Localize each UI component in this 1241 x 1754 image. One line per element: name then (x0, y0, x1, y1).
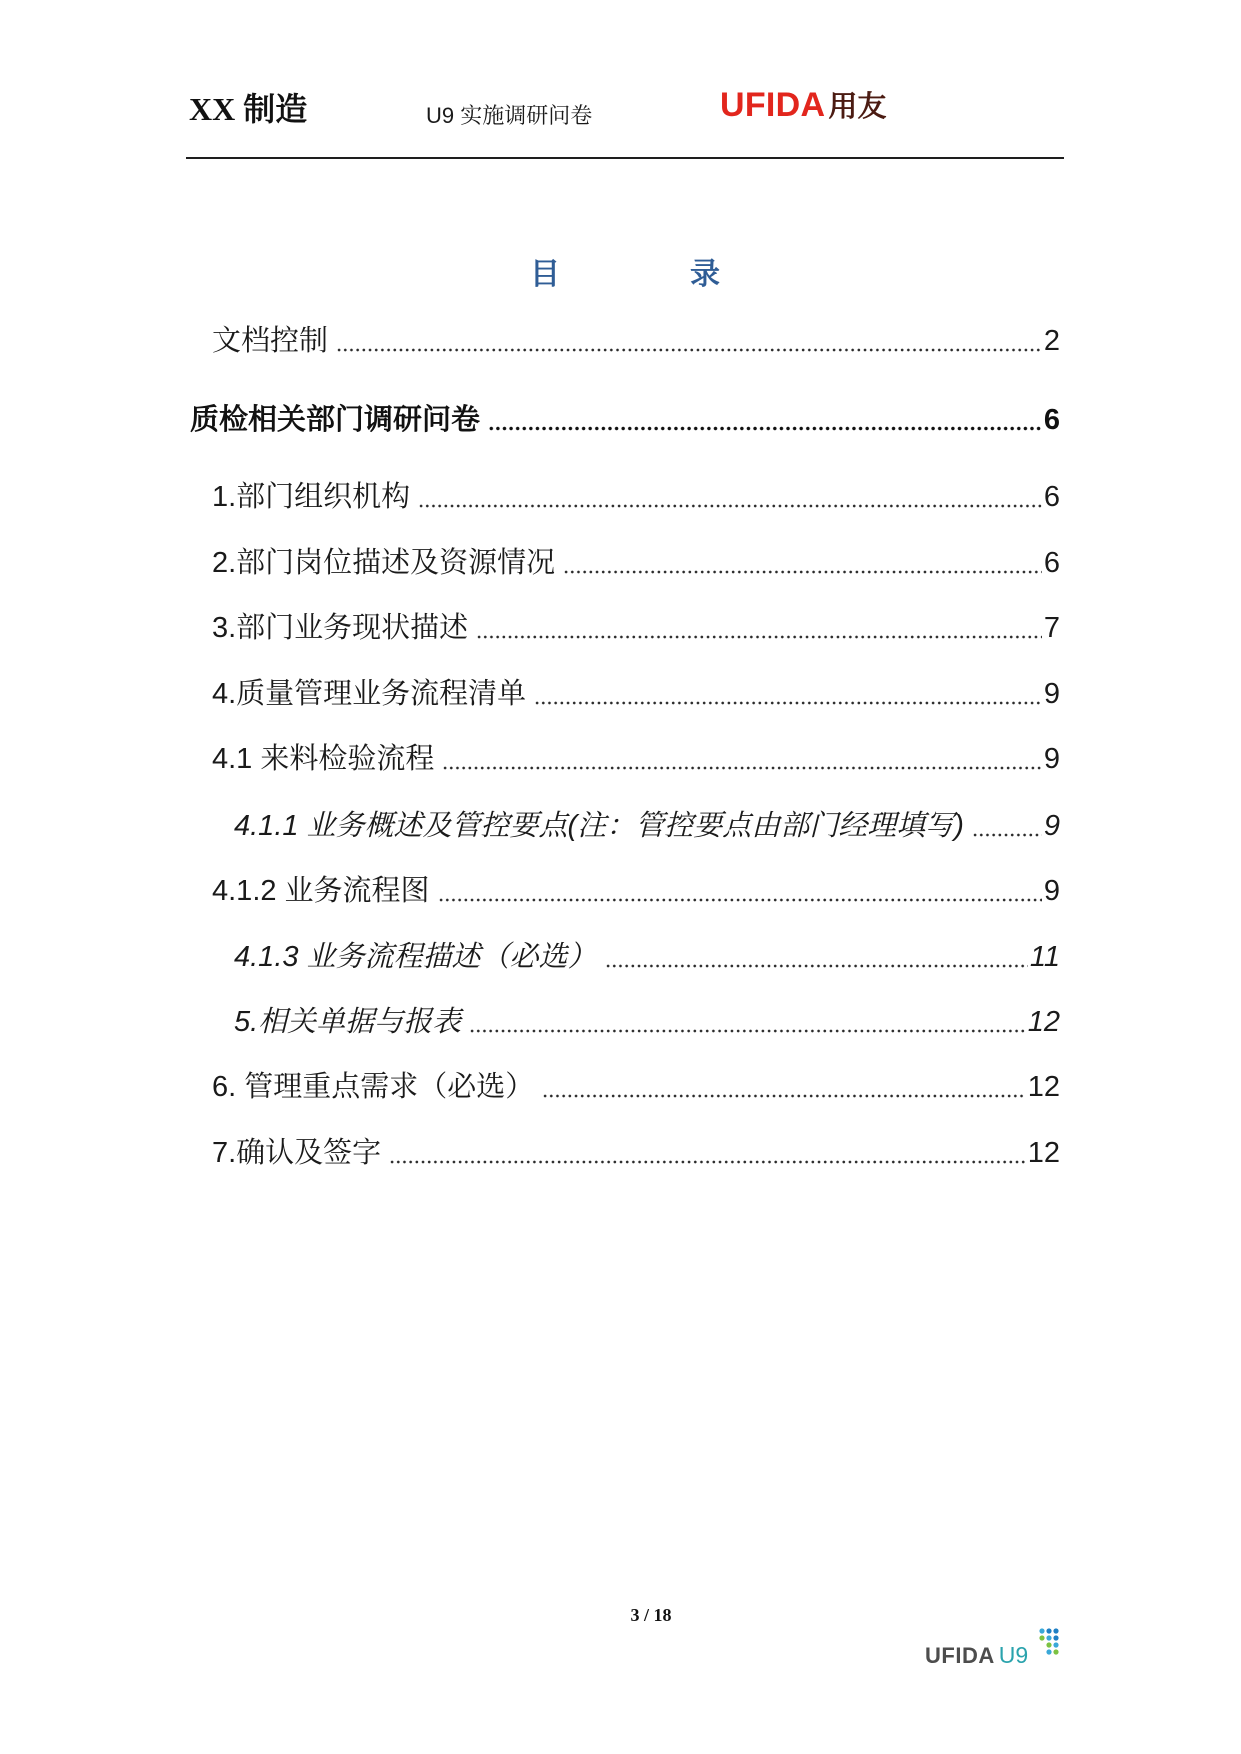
dot-leader (488, 402, 1042, 438)
header-divider (186, 157, 1064, 159)
toc-entry-title: 文档控制 (212, 325, 329, 357)
ufida-u9-logo-latin: UFIDA (925, 1643, 995, 1668)
toc-entry-page: 7 (1043, 612, 1060, 644)
ufida-logo-chinese: 用友 (828, 91, 887, 123)
toc-entry-title: 4.1.3 业务流程描述（必选） (234, 941, 597, 973)
toc-entry-title: 4.质量管理业务流程清单 (212, 678, 527, 710)
toc-entry-title: 5.相关单据与报表 (234, 1006, 462, 1038)
toc-entry-title: 7.确认及签字 (212, 1137, 382, 1169)
toc-entry-section-3[interactable] (212, 610, 1060, 646)
toc-entry-title: 质检相关部门调研问卷 (190, 404, 481, 436)
toc-entry-title: 4.1.2 业务流程图 (212, 875, 430, 907)
toc-entry-page: 2 (1043, 325, 1060, 357)
toc-entry-section-7[interactable] (212, 1135, 1060, 1171)
u9-dot-matrix-icon (1034, 1627, 1062, 1657)
toc-heading (186, 260, 1064, 290)
ufida-u9-logo (925, 1642, 1028, 1669)
toc-entry-section-6[interactable] (212, 1069, 1060, 1105)
dot-leader (542, 1069, 1025, 1105)
ufida-logo-latin: UFIDA (720, 86, 826, 124)
toc-entry-page: 9 (1043, 810, 1060, 842)
dot-leader (336, 323, 1042, 359)
ufida-u9-logo-product: U9 (998, 1642, 1029, 1668)
toc-entry-page: 12 (1027, 1137, 1060, 1169)
toc-entry-title: 4.1.1 业务概述及管控要点(注：管控要点由部门经理填写) (234, 810, 964, 842)
dot-leader (605, 939, 1028, 975)
dot-leader (534, 676, 1042, 712)
toc-entry-qc-survey[interactable] (190, 402, 1060, 438)
document-title: U9 实施调研问卷 (426, 103, 593, 128)
toc-entry-page: 9 (1043, 678, 1060, 710)
dot-leader (418, 479, 1042, 515)
toc-entry-page: 6 (1043, 404, 1060, 436)
toc-entry-page: 6 (1043, 547, 1060, 579)
dot-leader (442, 741, 1041, 777)
dot-leader (476, 610, 1042, 646)
toc-heading-char: 目 (530, 258, 560, 291)
toc-entry-section-4-1[interactable] (212, 741, 1060, 777)
dot-leader (563, 545, 1042, 581)
page-number: 3 / 18 (630, 1605, 672, 1625)
toc-entry-section-1[interactable] (212, 479, 1060, 515)
toc-entry-title: 1.部门组织机构 (212, 481, 411, 513)
toc-entry-page: 9 (1043, 875, 1060, 907)
toc-entry-title: 2.部门岗位描述及资源情况 (212, 547, 556, 579)
toc-entry-section-5[interactable] (234, 1004, 1060, 1040)
toc-entry-section-4-1-2[interactable] (212, 873, 1060, 909)
toc-heading-char: 录 (690, 258, 720, 291)
company-name: XX 制造 (189, 91, 308, 127)
toc-entry-section-4-1-3[interactable] (234, 939, 1060, 975)
toc-entry-title: 3.部门业务现状描述 (212, 612, 469, 644)
toc-entry-page: 11 (1029, 941, 1060, 973)
toc-entry-page: 12 (1027, 1006, 1060, 1038)
toc-entry-section-4[interactable] (212, 676, 1060, 712)
toc-entry-section-4-1-1[interactable] (234, 808, 1060, 844)
dot-leader (389, 1135, 1026, 1171)
toc-entry-page: 12 (1027, 1071, 1060, 1103)
dot-leader (438, 873, 1042, 909)
ufida-logo (720, 88, 886, 124)
toc-entry-title: 4.1 来料检验流程 (212, 743, 435, 775)
toc-entry-title: 6. 管理重点需求（必选） (212, 1071, 535, 1103)
dot-leader (469, 1004, 1026, 1040)
toc-entry-section-2[interactable] (212, 545, 1060, 581)
toc-entry-document-control[interactable] (212, 323, 1060, 359)
toc-entry-page: 9 (1043, 743, 1060, 775)
dot-leader (972, 808, 1042, 844)
toc-entry-page: 6 (1043, 481, 1060, 513)
